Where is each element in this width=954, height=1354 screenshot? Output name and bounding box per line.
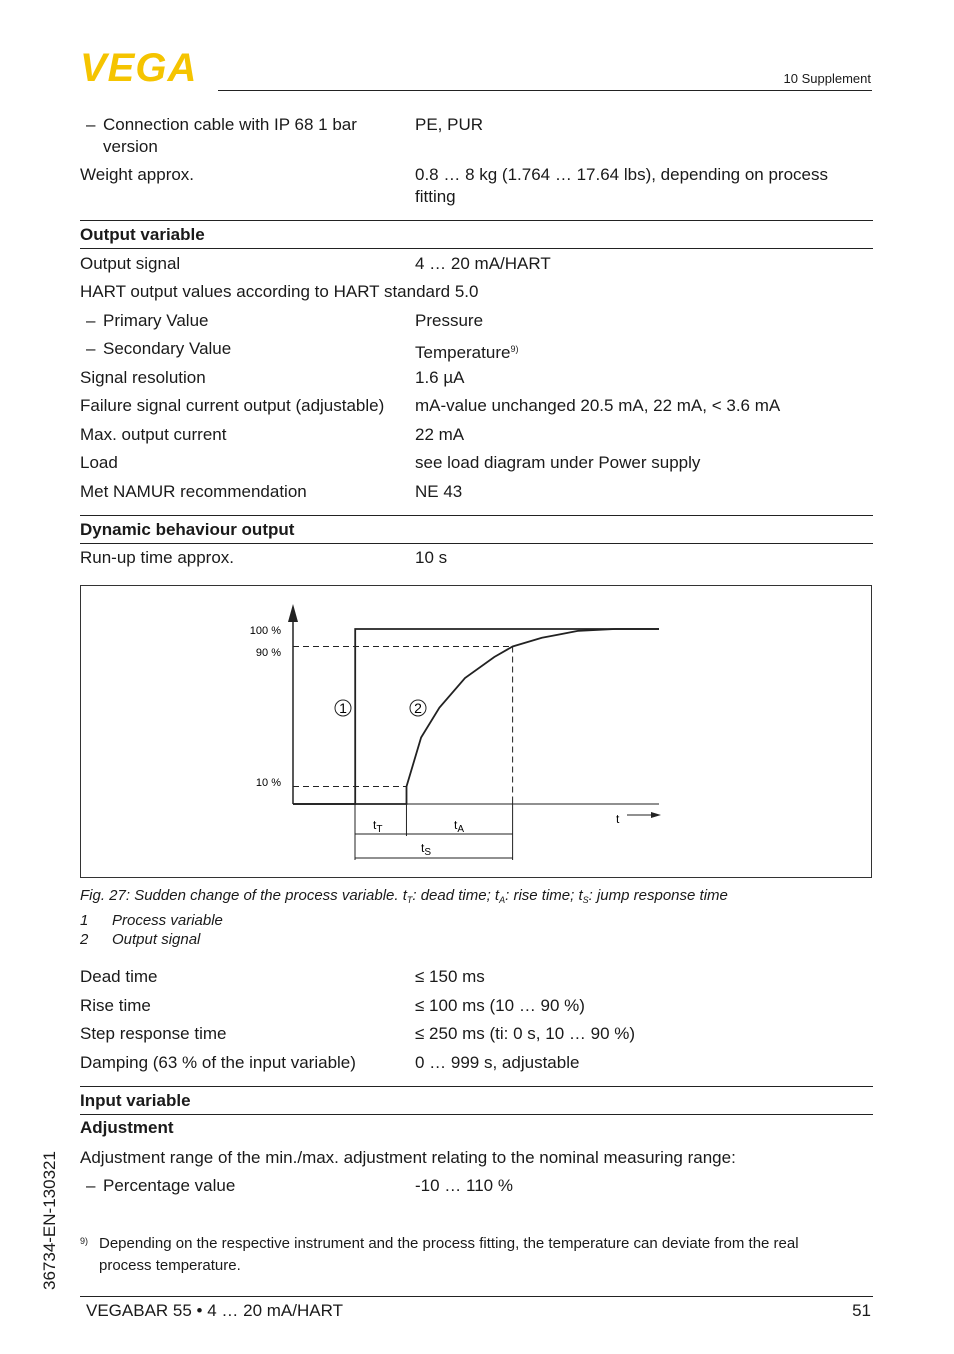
rule-dynamic-bottom: [80, 543, 873, 544]
footnote-ref: 9): [510, 344, 519, 354]
adjustment-text: Adjustment range of the min./max. adjustment relating to the nominal measuring range:: [80, 1148, 736, 1167]
label-t-dead: $t_T$: [373, 818, 383, 835]
footer-product: VEGABAR 55 • 4 … 20 mA/HART: [86, 1301, 343, 1320]
chart-frame: [80, 585, 872, 878]
row-value: Pressure: [415, 311, 484, 330]
label-t-step: $t_S$: [421, 841, 432, 858]
x-axis-arrow: [651, 812, 661, 818]
row-label: – Primary Value: [103, 310, 209, 332]
y-tick-label: 10 %: [255, 777, 281, 789]
weight-value: [415, 164, 828, 208]
row-value: see load diagram under Power supply: [415, 453, 701, 472]
row-value: ≤ 100 ms (10 … 90 %): [415, 996, 585, 1015]
row-value: ≤ 150 ms: [415, 967, 485, 986]
series-output-signal: [293, 629, 659, 804]
row-value: NE 43: [415, 482, 463, 501]
row-label: Run-up time approx.: [80, 548, 235, 567]
row-label: Met NAMUR recommendation: [80, 482, 307, 501]
footnote-number: 9): [80, 1236, 89, 1246]
weight-label: Weight approx.: [80, 165, 195, 184]
cable-value: PE, PUR: [415, 115, 484, 134]
footnote-line1: Depending on the respective instrument and the process fitting, the temperature can deviate from the real: [99, 1235, 799, 1252]
legend-text: Output signal: [112, 931, 201, 948]
weight-value-line2: fitting: [415, 187, 456, 206]
footer-page-number: 51: [852, 1301, 871, 1320]
legend-num: 2: [80, 931, 89, 948]
x-axis-label: t: [616, 812, 620, 826]
rule-input-bottom: [80, 1114, 873, 1115]
row-value: ≤ 250 ms (ti: 0 s, 10 … 90 %): [415, 1024, 636, 1043]
cable-label: [103, 114, 357, 158]
rule-output-bottom: [80, 248, 873, 249]
rule-dynamic-top: [80, 515, 873, 516]
heading-dynamic-behaviour: Dynamic behaviour output: [80, 520, 295, 539]
row-label: – Secondary Value: [103, 338, 231, 360]
marker-1-label: 1: [339, 700, 347, 716]
cable-label-line2: version: [103, 137, 158, 156]
row-label: Rise time: [80, 996, 151, 1015]
row-value: -10 … 110 %: [415, 1176, 513, 1195]
series-process-variable: [293, 629, 659, 804]
row-label: – Percentage value: [103, 1175, 235, 1197]
cable-label-line1: – Connection cable with IP 68 1 bar: [103, 115, 357, 134]
row-label: HART output values according to HART standard 5.0: [80, 282, 479, 301]
section-label: 10 Supplement: [783, 71, 871, 86]
legend-text: Process variable: [112, 912, 223, 929]
row-label: Step response time: [80, 1024, 227, 1043]
footnote-text: [99, 1233, 799, 1277]
vega-logo: [80, 50, 212, 84]
legend-num: 1: [80, 912, 89, 929]
row-label: Damping (63 % of the input variable): [80, 1053, 356, 1072]
step-response-chart: [81, 586, 871, 877]
row-value: mA-value unchanged 20.5 mA, 22 mA, < 3.6 mA: [415, 396, 781, 415]
row-label: Load: [80, 453, 118, 472]
row-label: Output signal: [80, 254, 181, 273]
row-value: 10 s: [415, 548, 448, 567]
heading-output-variable: Output variable: [80, 225, 205, 244]
heading-input-variable: Input variable: [80, 1091, 191, 1110]
row-label: Max. output current: [80, 425, 227, 444]
figure-caption: Fig. 27: Sudden change of the process variable. $t_T$: dead time; $t_A$: rise time; $t_S$: jump response time: [80, 887, 728, 905]
label-t-rise: $t_A$: [454, 818, 465, 835]
footnote-line2: process temperature.: [99, 1257, 241, 1274]
row-value: [415, 338, 518, 364]
y-axis-arrow: [288, 604, 298, 622]
row-label: Failure signal current output (adjustable): [80, 396, 385, 415]
rule-input-top: [80, 1086, 873, 1087]
y-tick-label: 100 %: [249, 625, 281, 637]
row-value: 0 … 999 s, adjustable: [415, 1053, 580, 1072]
marker-2-label: 2: [414, 700, 422, 716]
y-tick-label: 90 %: [255, 647, 281, 659]
footer-rule: [80, 1296, 873, 1297]
weight-value-line1: 0.8 … 8 kg (1.764 … 17.64 lbs), depending on process: [415, 165, 828, 184]
row-label: Signal resolution: [80, 368, 206, 387]
document-id: 36734-EN-130321: [40, 1151, 59, 1290]
row-value: 4 … 20 mA/HART: [415, 254, 551, 273]
row-value: 1.6 µA: [415, 368, 465, 387]
row-value-text: Temperature: [415, 343, 511, 362]
header-rule: [218, 90, 872, 91]
subheading-adjustment: Adjustment: [80, 1118, 174, 1137]
rule-output-top: [80, 220, 873, 221]
row-label: Dead time: [80, 967, 158, 986]
row-value: 22 mA: [415, 425, 465, 444]
logo-text: VEGA: [80, 50, 198, 84]
